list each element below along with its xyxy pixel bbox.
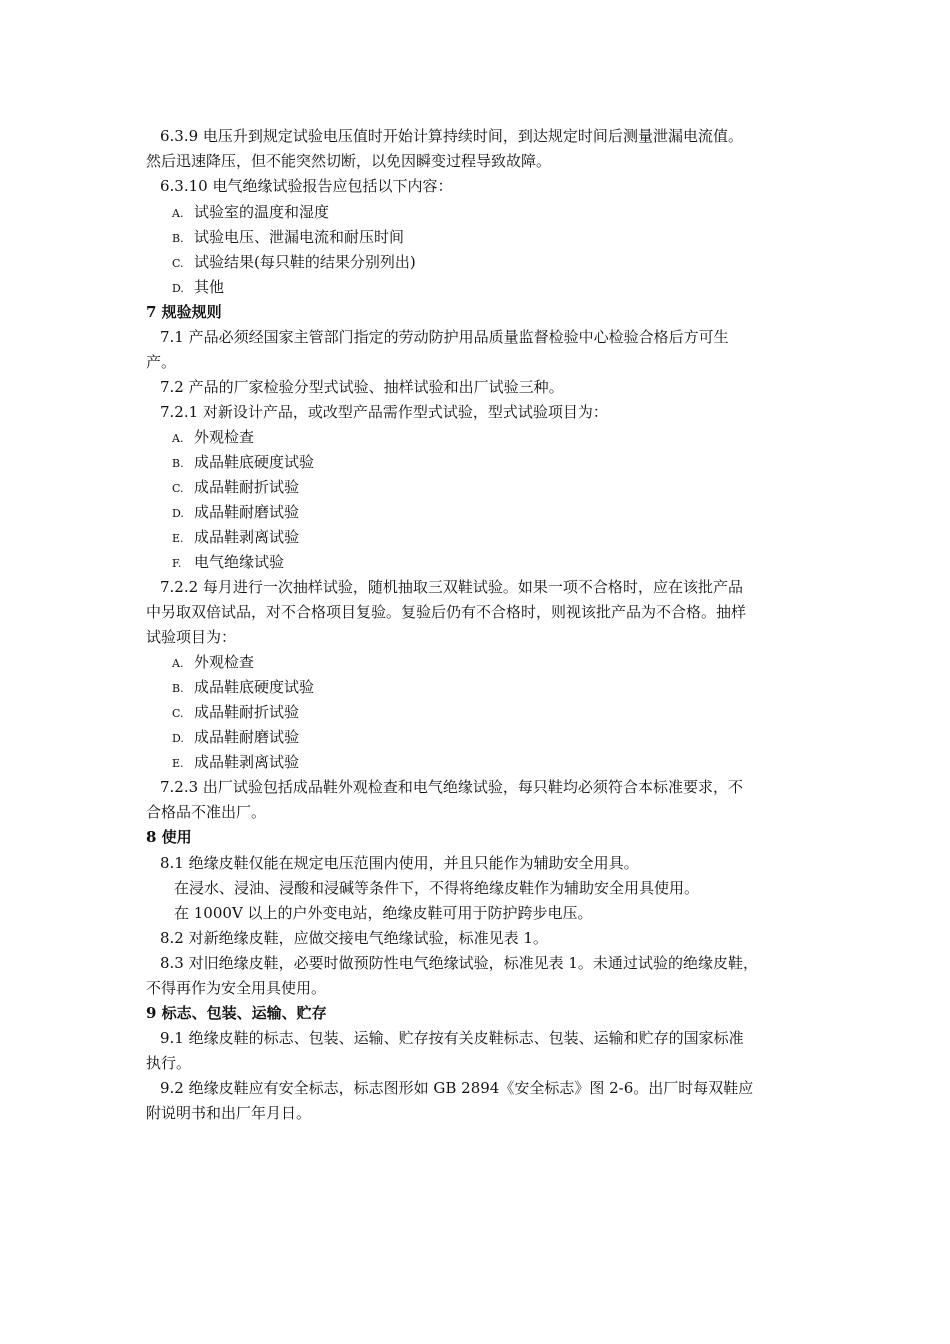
list-item-label: A. <box>172 432 184 445</box>
paragraph-line: 6.3.9 电压升到规定试验电压值时开始计算持续时间，到达规定时间后测量泄漏电流值。 <box>160 127 743 145</box>
list-item <box>172 478 299 498</box>
list-item-label: E. <box>172 757 184 770</box>
list-item-text: 成品鞋耐折试验 <box>194 703 300 721</box>
list-item <box>172 728 299 748</box>
section-heading: 8 使用 <box>146 828 192 846</box>
list-item-label: D. <box>172 507 184 520</box>
list-item-text: 成品鞋耐折试验 <box>194 478 300 496</box>
list-item-label: C. <box>172 257 184 270</box>
paragraph-line: 8.2 对新绝缘皮鞋，应做交接电气绝缘试验，标准见表 1。 <box>160 929 548 947</box>
list-item-text: 成品鞋耐磨试验 <box>194 728 300 746</box>
list-item-label: A. <box>172 207 184 220</box>
list-item-text: 试验结果(每只鞋的结果分别列出) <box>194 253 416 271</box>
paragraph-line: 在 1000V 以上的户外变电站，绝缘皮鞋可用于防护跨步电压。 <box>174 904 593 922</box>
list-item-label: B. <box>172 457 184 470</box>
list-item <box>172 203 329 223</box>
list-item-text: 试验室的温度和湿度 <box>194 203 330 221</box>
list-item-text: 外观检查 <box>194 428 255 446</box>
paragraph-line: 在浸水、浸油、浸酸和浸碱等条件下，不得将绝缘皮鞋作为辅助安全用具使用。 <box>174 879 700 897</box>
list-item <box>172 678 314 698</box>
list-item-label: A. <box>172 657 184 670</box>
list-item <box>172 553 284 573</box>
paragraph-line: 合格品不准出厂。 <box>146 803 267 821</box>
list-item-text: 外观检查 <box>194 653 255 671</box>
paragraph-line: 试验项目为： <box>146 628 237 646</box>
section-heading: 9 标志、包装、运输、贮存 <box>146 1004 327 1022</box>
list-item <box>172 428 254 448</box>
list-item-text: 成品鞋底硬度试验 <box>194 678 315 696</box>
list-item <box>172 503 299 523</box>
list-item-text: 试验电压、泄漏电流和耐压时间 <box>194 228 405 246</box>
list-item-label: B. <box>172 682 184 695</box>
list-item-text: 成品鞋剥离试验 <box>194 528 300 546</box>
list-item <box>172 653 254 673</box>
paragraph-line: 执行。 <box>146 1054 192 1072</box>
list-item-label: C. <box>172 482 184 495</box>
list-item <box>172 703 299 723</box>
list-item-text: 成品鞋剥离试验 <box>194 753 300 771</box>
list-item <box>172 253 416 273</box>
paragraph-line: 7.1 产品必须经国家主管部门指定的劳动防护用品质量监督检验中心检验合格后方可生 <box>160 328 729 346</box>
paragraph-line: 产。 <box>146 353 177 371</box>
list-item-label: C. <box>172 707 184 720</box>
section-heading: 7 规验规则 <box>146 303 222 321</box>
list-item-text: 成品鞋耐磨试验 <box>194 503 300 521</box>
paragraph-line: 8.3 对旧绝缘皮鞋，必要时做预防性电气绝缘试验，标准见表 1。未通过试验的绝缘皮鞋， <box>160 954 758 972</box>
list-item-label: D. <box>172 282 184 295</box>
list-item <box>172 528 299 548</box>
paragraph-line: 7.2 产品的厂家检验分型式试验、抽样试验和出厂试验三种。 <box>160 378 564 396</box>
list-item-label: F. <box>172 557 182 570</box>
list-item-label: D. <box>172 732 184 745</box>
paragraph-line: 中另取双倍试品，对不合格项目复验。复验后仍有不合格时，则视该批产品为不合格。抽样 <box>146 603 747 621</box>
list-item-label: E. <box>172 532 184 545</box>
paragraph-line: 不得再作为安全用具使用。 <box>146 979 327 997</box>
list-item <box>172 753 299 773</box>
list-item <box>172 228 404 248</box>
list-item-text: 电气绝缘试验 <box>194 553 285 571</box>
paragraph-line: 9.1 绝缘皮鞋的标志、包装、运输、贮存按有关皮鞋标志、包装、运输和贮存的国家标准 <box>160 1029 744 1047</box>
paragraph-line: 7.2.1 对新设计产品，或改型产品需作型式试验，型式试验项目为： <box>160 403 608 421</box>
list-item-text: 成品鞋底硬度试验 <box>194 453 315 471</box>
paragraph-line: 7.2.3 出厂试验包括成品鞋外观检查和电气绝缘试验，每只鞋均必须符合本标准要求，不 <box>160 778 743 796</box>
paragraph-line: 8.1 绝缘皮鞋仅能在规定电压范围内使用，并且只能作为辅助安全用具。 <box>160 854 639 872</box>
list-item-label: B. <box>172 232 184 245</box>
paragraph-line: 6.3.10 电气绝缘试验报告应包括以下内容： <box>160 177 453 195</box>
paragraph-line: 7.2.2 每月进行一次抽样试验，随机抽取三双鞋试验。如果一项不合格时，应在该批产品 <box>160 578 743 596</box>
list-item <box>172 278 224 298</box>
paragraph-line: 9.2 绝缘皮鞋应有安全标志，标志图形如 GB 2894《安全标志》图 2-6。出厂时每双鞋应 <box>160 1079 754 1097</box>
list-item-text: 其他 <box>194 278 225 296</box>
paragraph-line: 然后迅速降压，但不能突然切断，以免因瞬变过程导致故障。 <box>146 152 552 170</box>
paragraph-line: 附说明书和出厂年月日。 <box>146 1104 312 1122</box>
list-item <box>172 453 314 473</box>
